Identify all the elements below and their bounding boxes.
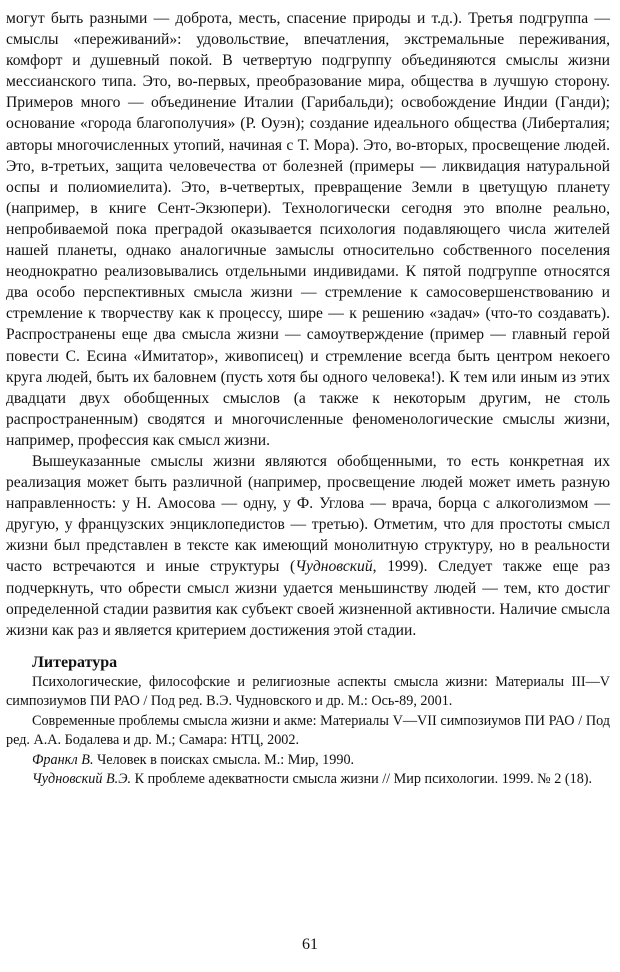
reference-text: Современные проблемы смысла жизни и акме: Материалы V—VII симпозиумов ПИ РАО / Под ред. А.А. Бодалева и др. М.; Самара: НТЦ, 2002.: [6, 712, 610, 749]
references-heading: Литература: [32, 653, 118, 671]
reference-item-3: [6, 751, 610, 771]
reference-text: Человек в поисках смысла. М.: Мир, 1990.: [93, 751, 355, 768]
paragraph-2-text: Вышеуказанные смыслы жизни являются обобщенными, то есть конкретная их реализация может быть различной (например, просвещение людей может иметь разную направленность: у Н. Амосова — одну, у Ф. Углова — врача, борца с алкоголизмом — другую, у французских энциклопедистов — третью). Отметим, что для простоты смысл жизни был представлен в тексте как имеющий монолитную структуру, но в реальности часто встречаются и иные структуры (Чудновский, 1999). Следует также еще раз подчеркнуть, что обрести смысл жизни удается меньшинству людей — тем, кто достиг определенной стадии развития как субъект своей жизненной активности. Наличие смысла жизни как раз и является критерием достижения этой стадии.: [6, 452, 610, 639]
reference-item-4: [6, 770, 610, 790]
body-paragraph-1: могут быть разными — доброта, месть, спасение природы и т.д.). Третья подгруппа — смыслы «переживаний»: удовольствие, впечатления, экстремальные переживания, комфорт и душевный покой. В четвертую подгруппу объединяются смыслы жизни мессианского типа. Это, во-первых, преобразование мира, общества в лучшую сторону. Примеров много — объединение Италии (Гарибальди); освобождение Индии (Ганди); основание «города благополучия» (Р. Оуэн); создание идеального общества (Либерталия; авторы многочисленных утопий, начиная с Т. Мора). Это, во-вторых, просвещение людей. Это, в-третьих, защита человечества от болезней (примеры — ликвидация натуральной оспы и полиомиелита). Это, в-четвертых, превращение Земли в цветущую планету (например, в книге Сент-Экзюпери). Технологически сегодня это вполне реально, непробиваемой пока преградой оказывается психология подавляющего числа жителей нашей планеты, однако аналогичные замыслы относительно собственного поселения неоднократно реализовывались отдельными индивидами. К пятой подгруппе относятся два особо перспективных смысла жизни — стремление к самосовершенствованию и стремление к творчеству как к процессу, шире — к решению «задач» (что-то создавать). Распространены еще два смысла жизни — самоутверждение (пример — главный герой повести С. Есина «Имитатор», живописец) и стремление всегда быть центром некоего круга людей, быть их баловнем (пусть хотя бы одного человека!). К тем или иным из этих двадцати двух обобщенных смыслов (а также к некоторым другим, не столь распространенным) сводятся и многочисленные феноменологические смыслы жизни, например, профессия как смысл жизни.: [6, 10, 610, 449]
reference-text: Психологические, философские и религиозные аспекты смысла жизни: Материалы III—V симпозиумов ПИ РАО / Под ред. В.Э. Чудновского и др. М.: Ось-89, 2001.: [6, 673, 610, 710]
citation-author: Чудновский: [295, 558, 373, 576]
reference-text: К проблеме адекватности смысла жизни // Мир психологии. 1999. № 2 (18).: [131, 771, 593, 788]
body-paragraph-2: [6, 451, 610, 641]
reference-item-2: [6, 712, 610, 751]
reference-author: Чудновский В.Э.: [32, 771, 132, 788]
reference-item-1: [6, 673, 610, 712]
page-number: 61: [302, 936, 318, 953]
reference-author: Франкл В.: [32, 751, 94, 768]
